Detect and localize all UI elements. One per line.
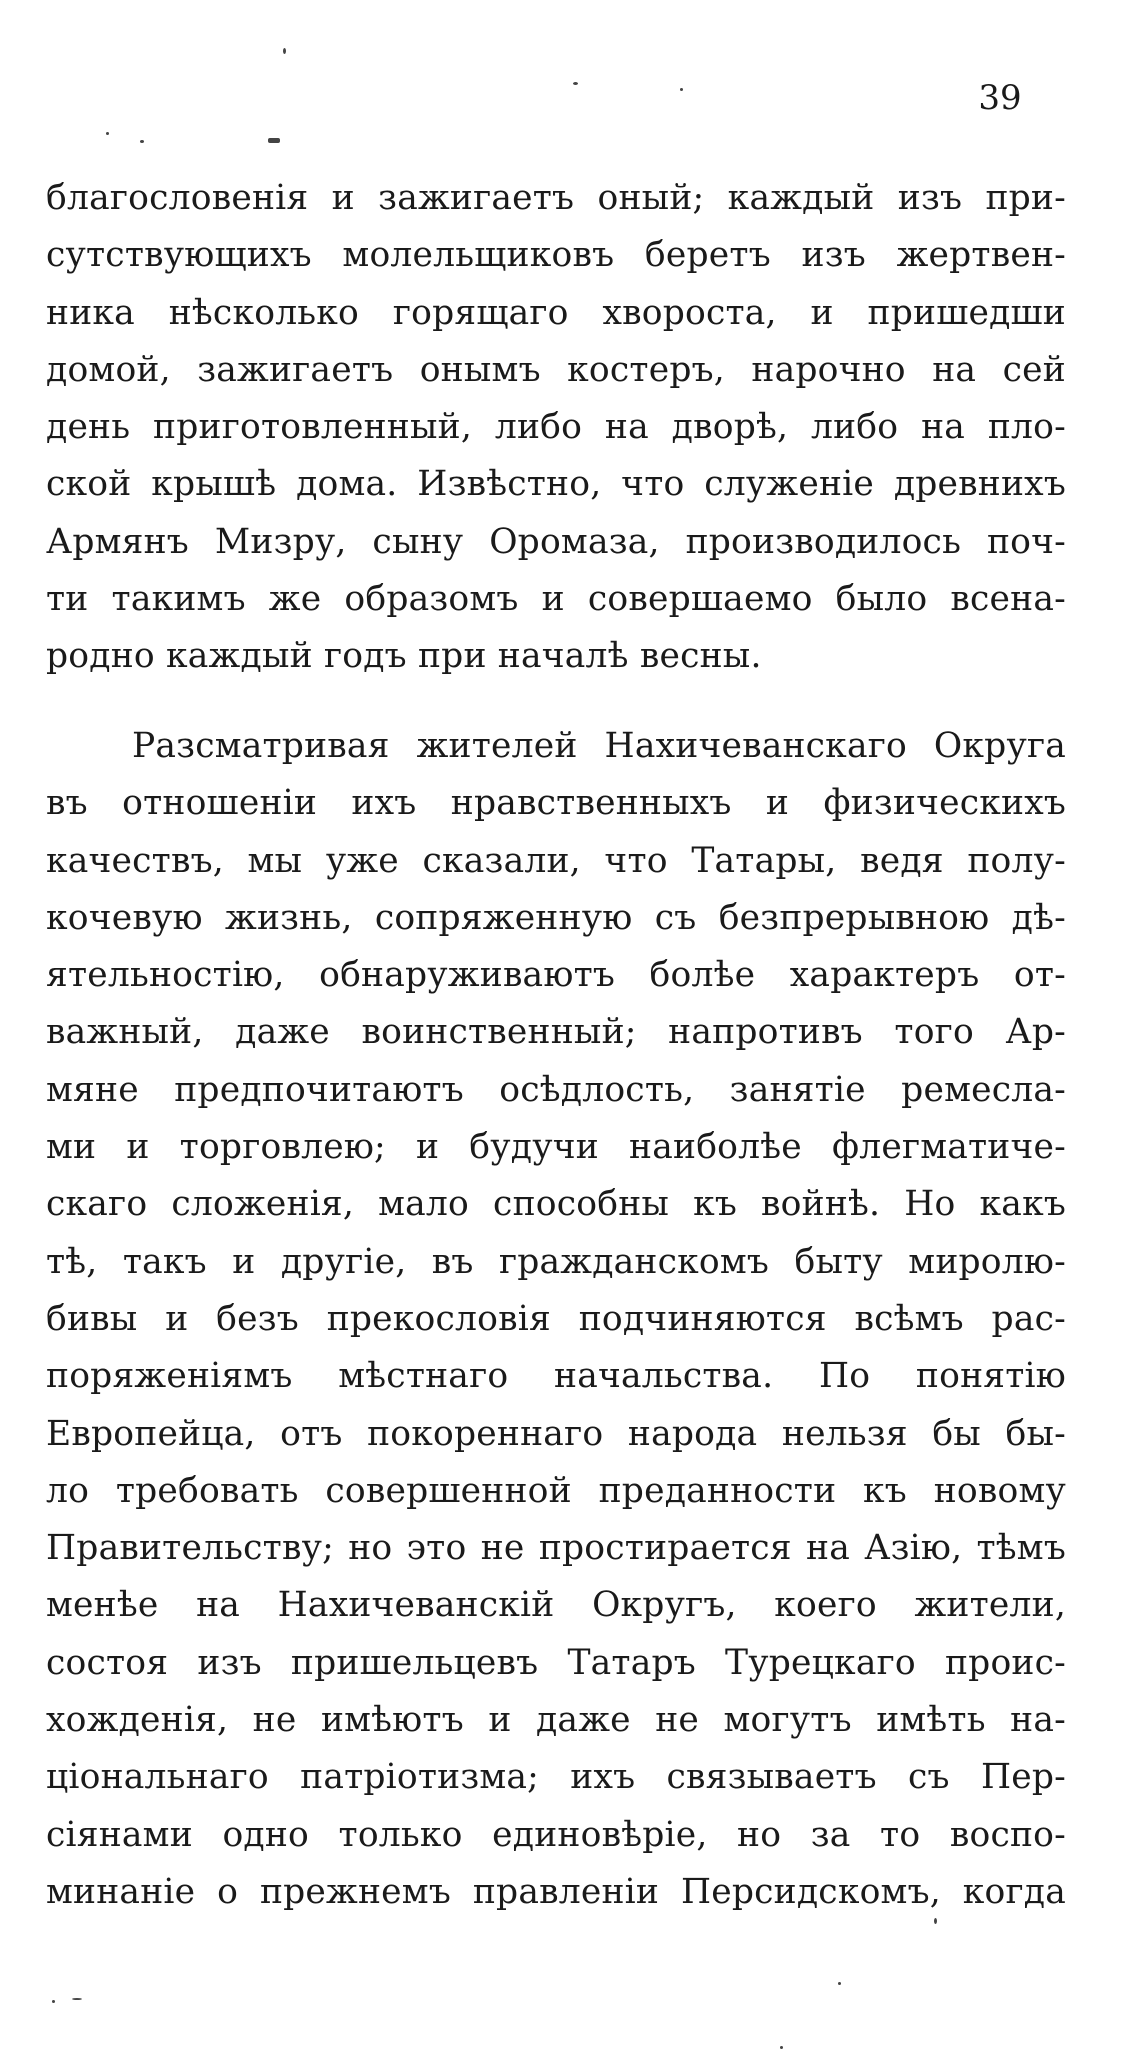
scan-speck [52, 2000, 55, 2003]
scan-speck [780, 2046, 783, 2049]
text-line: день приготовленный, либо на дворѣ, либо на пло- [46, 407, 1066, 448]
paragraph-2 [46, 718, 1066, 1921]
text-line: состоя изъ пришельцевъ Татаръ Турецкаго проис- [46, 1642, 1066, 1683]
text-line: бивы и безъ прекословія подчиняются всѣмъ рас- [46, 1298, 1066, 1339]
page-number: 39 [978, 78, 1022, 118]
text-line: ской крышѣ дома. Извѣстно, что служеніе древнихъ [46, 464, 1066, 505]
text-line: ми и торговлею; и будучи наиболѣе флегматиче- [46, 1127, 1066, 1168]
scan-speck [934, 1918, 937, 1924]
scan-speck [283, 48, 286, 54]
scan-speck [268, 138, 280, 143]
text-line: скаго сложенія, мало способны къ войнѣ. Но какъ [46, 1184, 1066, 1225]
scan-speck [72, 1998, 82, 2000]
text-line: ти такимъ же образомъ и совершаемо было всена- [46, 579, 1066, 620]
text-line: ника нѣсколько горящаго хвороста, и пришедши [46, 292, 1066, 333]
text-line: Европейца, отъ покореннаго народа нельзя бы бы- [46, 1413, 1066, 1454]
text-line: домой, зажигаетъ онымъ костеръ, нарочно на сей [46, 349, 1066, 390]
text-line: родно каждый годъ при началѣ весны. [46, 636, 762, 677]
text-line: важный, даже воинственный; напротивъ того Ар- [46, 1012, 1066, 1053]
text-line: минаніе о прежнемъ правленіи Персидскомъ, когда [46, 1871, 1066, 1912]
text-line: менѣе на Нахичеванскій Округъ, коего жители, [46, 1585, 1066, 1626]
text-line: Армянъ Мизру, сыну Оромаза, производилось поч- [46, 521, 1066, 562]
text-line: сіянами одно только единовѣріе, но за то воспо- [46, 1814, 1066, 1855]
text-line: мяне предпочитаютъ осѣдлость, занятіе ремесла- [46, 1069, 1066, 1110]
text-line: кочевую жизнь, сопряженную съ безпрерывною дѣ- [46, 897, 1066, 938]
text-line: Правительству; но это не простирается на Азію, тѣмъ [46, 1528, 1066, 1569]
text-line: сутствующихъ молельщиковъ беретъ изъ жертвен- [46, 235, 1066, 276]
scan-speck [140, 140, 144, 143]
scan-speck [106, 132, 109, 135]
scan-speck [573, 82, 578, 85]
text-line: поряженіямъ мѣстнаго начальства. По понятію [46, 1356, 1066, 1397]
text-line: въ отношеніи ихъ нравственныхъ и физическихъ [46, 783, 1066, 824]
scan-speck [680, 88, 683, 91]
text-line-indented: Разсматривая жителей Нахичеванскаго Округа [132, 726, 1066, 766]
text-line: благословенія и зажигаетъ оный; каждый изъ при- [46, 178, 1066, 218]
scan-speck [838, 1982, 841, 1985]
text-line: тѣ, такъ и другіе, въ гражданскомъ быту миролю- [46, 1241, 1066, 1282]
text-line: ціональнаго патріотизма; ихъ связываетъ съ Пер- [46, 1757, 1066, 1798]
paragraph-1 [46, 170, 1066, 686]
text-line: ятельностію, обнаруживаютъ болѣе характеръ от- [46, 955, 1066, 996]
text-line: качествъ, мы уже сказали, что Татары, ведя полу- [46, 840, 1066, 881]
text-line: хожденія, не имѣютъ и даже не могутъ имѣть на- [46, 1700, 1066, 1741]
text-line: ло требовать совершенной преданности къ новому [46, 1470, 1066, 1511]
